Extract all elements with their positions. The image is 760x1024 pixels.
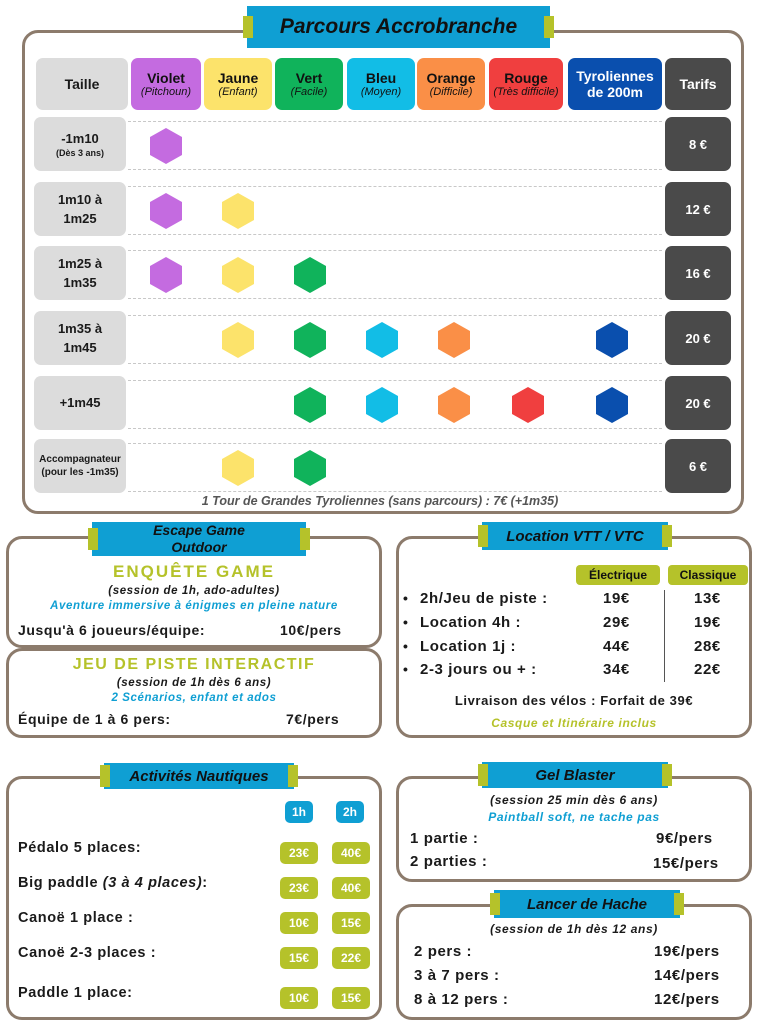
row-divider [128,491,662,492]
header-col-5 [489,58,563,110]
header-col-sub: (Très difficile) [493,85,559,98]
header-col-name: Tyroliennes de 200m [576,67,654,100]
piste-line: Équipe de 1 à 6 pers: [18,711,171,727]
vtt-row-label: 2h/Jeu de piste : [420,590,548,607]
row-divider [128,234,662,235]
vtt-price-electrique: 19€ [603,590,630,607]
header-col-sub: (Moyen) [360,85,402,98]
row-label [34,246,126,300]
header-col-sub: (Difficile) [429,85,473,98]
row-divider [128,250,662,251]
header-col-4 [417,58,485,110]
nautique-price-1h: 23€ [280,877,318,899]
header-col-sub: (Pitchoun) [140,85,192,98]
vtt-price-classique: 28€ [694,638,721,655]
header-col-6 [568,58,662,110]
row-label-text: +1m45 [59,395,101,411]
nautique-price-2h: 40€ [332,842,370,864]
nautique-col-1h: 1h [285,801,313,823]
row-label-text: 1m10 à 1m25 [57,191,103,226]
nautique-price-1h: 10€ [280,912,318,934]
vtt-price-electrique: 34€ [603,661,630,678]
nautique-price-2h: 22€ [332,947,370,969]
nautique-row-label [18,945,156,961]
vtt-row-label: 2-3 jours ou + : [420,661,537,678]
row-price: 20 € [665,376,731,430]
header-col-sub: (Facile) [290,85,328,98]
hache-price-2: 14€/pers [654,967,720,984]
nautique-price-1h: 23€ [280,842,318,864]
row-divider [128,363,662,364]
header-taille: Taille [36,58,128,110]
gel-desc: Paintball soft, ne tache pas [488,810,660,824]
nautique-panel [6,776,382,1020]
nautique-label-main: Paddle 1 place: [18,985,133,1001]
vtt-price-electrique: 29€ [603,614,630,631]
piste-price: 7€/pers [286,711,340,727]
nautique-label-italic: (3 à 4 places) [102,875,203,891]
vtt-price-electrique: 44€ [603,638,630,655]
enquete-session: (session de 1h, ado-adultes) [108,585,280,597]
hache-price-3: 12€/pers [654,991,720,1008]
enquete-title: ENQUÊTE GAME [113,562,275,581]
row-label [34,182,126,236]
row-label-text: -1m10 [61,130,99,146]
header-tarifs: Tarifs [665,58,731,110]
nautique-row-label [18,875,208,891]
piste-title: JEU DE PISTE INTERACTIF [72,656,316,673]
nautique-label-main: Pédalo 5 places: [18,840,142,856]
vtt-livraison: Livraison des vélos : Forfait de 39€ [454,693,694,708]
vtt-price-classique: 22€ [694,661,721,678]
header-col-name: Orange [426,69,476,86]
nautique-label-main: Canoë 1 place : [18,910,134,926]
hache-row-1: 2 pers : [414,943,473,960]
row-divider [128,315,662,316]
nautique-price-2h: 15€ [332,987,370,1009]
row-label [34,439,126,493]
nautique-title: Activités Nautiques [104,763,294,789]
row-price: 6 € [665,439,731,493]
hache-title: Lancer de Hache [494,890,680,918]
row-label [34,311,126,365]
header-col-3 [347,58,415,110]
bullet-icon: • [403,638,408,654]
hache-session: (session de 1h dès 12 ans) [490,922,658,936]
row-label-text: 1m25 à 1m35 [57,255,103,290]
nautique-col-2h: 2h [336,801,364,823]
vtt-title: Location VTT / VTC [482,522,668,550]
row-label [34,117,126,171]
vtt-row-label: Location 4h : [420,614,522,631]
vtt-price-classique: 19€ [694,614,721,631]
gel-price-2: 15€/pers [653,855,719,872]
hache-price-1: 19€/pers [654,943,720,960]
nautique-price-2h: 15€ [332,912,370,934]
gel-session: (session 25 min dès 6 ans) [490,793,658,807]
tour-note: 1 Tour de Grandes Tyroliennes (sans parcours) : 7€ (+1m35) [201,494,559,508]
row-divider [128,428,662,429]
nautique-row-label [18,985,133,1001]
header-col-name: Bleu [365,69,397,86]
header-col-name: Violet [147,69,185,86]
row-price: 16 € [665,246,731,300]
escape-title: Escape Game Outdoor [92,522,306,556]
row-label [34,376,126,430]
hache-row-2: 3 à 7 pers : [414,967,500,984]
row-price: 12 € [665,182,731,236]
vtt-row-label: Location 1j : [420,638,517,655]
nautique-label-main: Canoë 2-3 places : [18,945,157,961]
bullet-icon: • [403,614,408,630]
row-divider [128,169,662,170]
row-price: 20 € [665,311,731,365]
nautique-label-end: : [202,875,208,891]
vtt-divider [664,590,665,682]
enquete-line: Jusqu'à 6 joueurs/équipe: [18,622,206,638]
nautique-price-2h: 40€ [332,877,370,899]
gel-title: Gel Blaster [482,762,668,788]
row-divider [128,121,662,122]
bullet-icon: • [403,590,408,606]
row-label-text: 1m35 à 1m45 [57,320,103,355]
row-divider [128,380,662,381]
nautique-row-label [18,910,133,926]
row-price: 8 € [665,117,731,171]
vtt-col-electrique: Électrique [576,565,660,585]
row-divider [128,298,662,299]
nautique-price-1h: 15€ [280,947,318,969]
header-col-2 [275,58,343,110]
gel-row-1: 1 partie : [410,830,479,847]
vtt-col-classique: Classique [668,565,748,585]
nautique-price-1h: 10€ [280,987,318,1009]
row-divider [128,443,662,444]
nautique-row-label [18,840,141,856]
row-divider [128,186,662,187]
enquete-desc: Aventure immersive à énigmes en pleine nature [50,600,338,612]
accrobranche-title: Parcours Accrobranche [247,6,550,48]
gel-row-2: 2 parties : [410,853,488,870]
bullet-icon: • [403,661,408,677]
nautique-label-main: Big paddle [18,875,99,891]
header-col-name: Vert [295,69,323,86]
header-col-1 [204,58,272,110]
row-label-text: Accompagnateur (pour les -1m35) [39,454,121,478]
piste-desc: 2 Scénarios, enfant et ados [111,692,277,704]
header-col-name: Rouge [504,69,548,86]
header-col-sub: (Enfant) [218,85,258,98]
header-col-name: Jaune [217,69,259,86]
enquete-price: 10€/pers [280,622,342,638]
vtt-casque: Casque et Itinéraire inclus [491,716,657,730]
gel-price-1: 9€/pers [656,830,713,847]
piste-session: (session de 1h dès 6 ans) [116,677,272,689]
header-col-0 [131,58,201,110]
hache-row-3: 8 à 12 pers : [414,991,509,1008]
vtt-price-classique: 13€ [694,590,721,607]
row-label-sub: (Dès 3 ans) [55,148,105,159]
